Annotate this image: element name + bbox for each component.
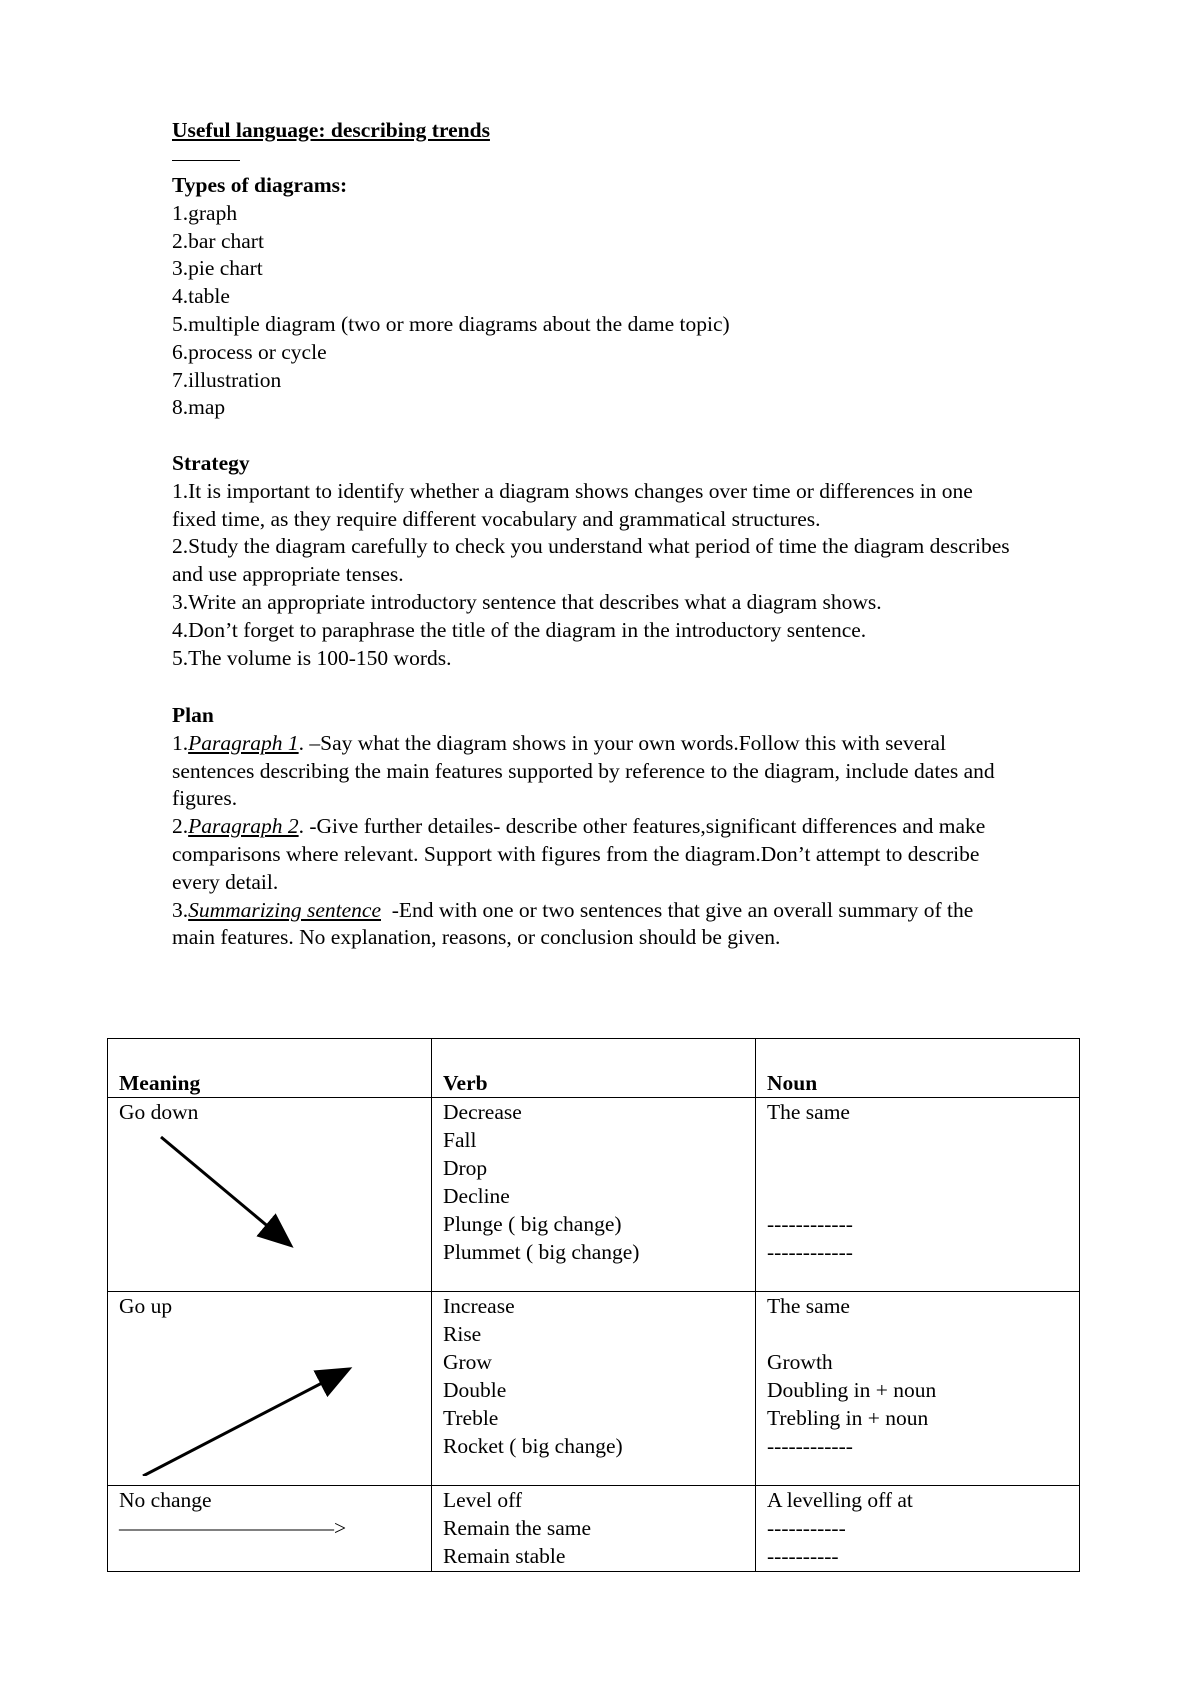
plan-number: 3. <box>172 897 189 922</box>
types-item: 5.multiple diagram (two or more diagrams about the dame topic) <box>172 311 730 336</box>
noun-item: A levelling off at <box>767 1488 913 1512</box>
verb-item: Plummet ( big change) <box>443 1240 640 1264</box>
header-meaning: Meaning <box>108 1039 432 1098</box>
noun-item: Growth <box>767 1350 833 1374</box>
trends-table <box>107 1038 1080 1572</box>
plan-section <box>172 702 1132 952</box>
plan-line: comparisons where relevant. Support with figures from the diagram.Don’t attempt to describe <box>172 841 980 866</box>
meaning-label: No change <box>119 1488 212 1512</box>
no-change-arrow: ——————————> <box>119 1516 347 1540</box>
arrow-up-right-icon <box>119 1326 359 1476</box>
page-title: Useful language: describing trends <box>172 118 490 142</box>
types-item: 8.map <box>172 395 226 420</box>
verb-item: Plunge ( big change) <box>443 1212 622 1236</box>
strategy-line: 3.Write an appropriate introductory sentence that describes what a diagram shows. <box>172 589 882 614</box>
strategy-line: 4.Don’t forget to paraphrase the title of the diagram in the introductory sentence. <box>172 617 867 642</box>
noun-item <box>767 1126 1079 1154</box>
noun-cell <box>756 1486 1080 1572</box>
verb-item: Grow <box>443 1350 492 1374</box>
types-item: 6.process or cycle <box>172 339 327 364</box>
noun-item: Trebling in + noun <box>767 1406 929 1430</box>
types-heading: Types of diagrams: <box>172 173 348 197</box>
noun-item: ----------- <box>767 1516 846 1540</box>
noun-item: ---------- <box>767 1544 839 1568</box>
table-row <box>108 1098 1080 1292</box>
verb-item: Decrease <box>443 1100 522 1124</box>
noun-cell <box>756 1292 1080 1486</box>
title-rule <box>172 160 240 161</box>
noun-item <box>767 1154 1079 1182</box>
types-section <box>172 172 1132 422</box>
noun-item: The same <box>767 1294 850 1318</box>
header-verb: Verb <box>432 1039 756 1098</box>
types-item: 7.illustration <box>172 367 282 392</box>
verb-item: Fall <box>443 1128 477 1152</box>
meaning-cell <box>108 1098 432 1292</box>
noun-item: ------------ <box>767 1240 853 1264</box>
meaning-label: Go up <box>119 1294 173 1318</box>
noun-item <box>767 1182 1079 1210</box>
meaning-label: Go down <box>119 1100 199 1124</box>
verb-item: Double <box>443 1378 507 1402</box>
plan-paragraph-3 <box>172 897 1132 925</box>
noun-cell <box>756 1098 1080 1292</box>
strategy-section <box>172 450 1132 672</box>
types-item: 4.table <box>172 284 230 309</box>
table-row <box>108 1486 1080 1572</box>
verb-item: Remain the same <box>443 1516 592 1540</box>
title-block <box>172 117 1132 145</box>
verb-item: Increase <box>443 1294 515 1318</box>
plan-label: Paragraph 2 <box>188 814 299 839</box>
plan-line: main features. No explanation, reasons, or conclusion should be given. <box>172 925 781 950</box>
table-header-row <box>108 1039 1080 1098</box>
verb-item: Remain stable <box>443 1544 566 1568</box>
meaning-cell <box>108 1486 432 1572</box>
noun-item <box>767 1320 1079 1348</box>
plan-label: Summarizing sentence <box>188 897 381 922</box>
verb-item: Rocket ( big change) <box>443 1434 623 1458</box>
table-row <box>108 1292 1080 1486</box>
verb-cell <box>432 1098 756 1292</box>
strategy-line: fixed time, as they require different vocabulary and grammatical structures. <box>172 506 821 531</box>
strategy-line: and use appropriate tenses. <box>172 562 404 587</box>
strategy-line: 2.Study the diagram carefully to check you understand what period of time the diagram describes <box>172 534 1010 559</box>
plan-label: Paragraph 1 <box>188 730 299 755</box>
verb-cell <box>432 1486 756 1572</box>
arrow-down-right-icon <box>119 1132 319 1262</box>
strategy-line: 1.It is important to identify whether a diagram shows changes over time or differences in one <box>172 478 973 503</box>
header-noun: Noun <box>756 1039 1080 1098</box>
types-item: 2.bar chart <box>172 228 264 253</box>
plan-number: 1. <box>172 730 189 755</box>
strategy-heading: Strategy <box>172 451 250 475</box>
noun-item: Doubling in + noun <box>767 1378 937 1402</box>
plan-line: every detail. <box>172 869 279 894</box>
verb-item: Rise <box>443 1322 482 1346</box>
noun-item: ------------ <box>767 1212 853 1236</box>
plan-line: sentences describing the main features supported by reference to the diagram, include dates and <box>172 758 995 783</box>
plan-text: -End with one or two sentences that give an overall summary of the <box>381 897 974 922</box>
noun-item: The same <box>767 1100 850 1124</box>
strategy-line: 5.The volume is 100-150 words. <box>172 645 452 670</box>
types-item: 1.graph <box>172 200 238 225</box>
plan-number: 2. <box>172 814 189 839</box>
meaning-cell <box>108 1292 432 1486</box>
plan-text: . -Give further detailes- describe other features,significant differences and make <box>298 814 986 839</box>
plan-heading: Plan <box>172 703 214 727</box>
verb-item: Drop <box>443 1156 488 1180</box>
verb-item: Level off <box>443 1488 522 1512</box>
plan-text: . –Say what the diagram shows in your own words.Follow this with several <box>298 730 946 755</box>
verb-cell <box>432 1292 756 1486</box>
plan-line: figures. <box>172 786 238 811</box>
verb-item: Treble <box>443 1406 499 1430</box>
plan-paragraph-1 <box>172 730 1132 758</box>
types-item: 3.pie chart <box>172 256 263 281</box>
noun-item: ------------ <box>767 1434 853 1458</box>
plan-paragraph-2 <box>172 813 1132 841</box>
verb-item: Decline <box>443 1184 510 1208</box>
